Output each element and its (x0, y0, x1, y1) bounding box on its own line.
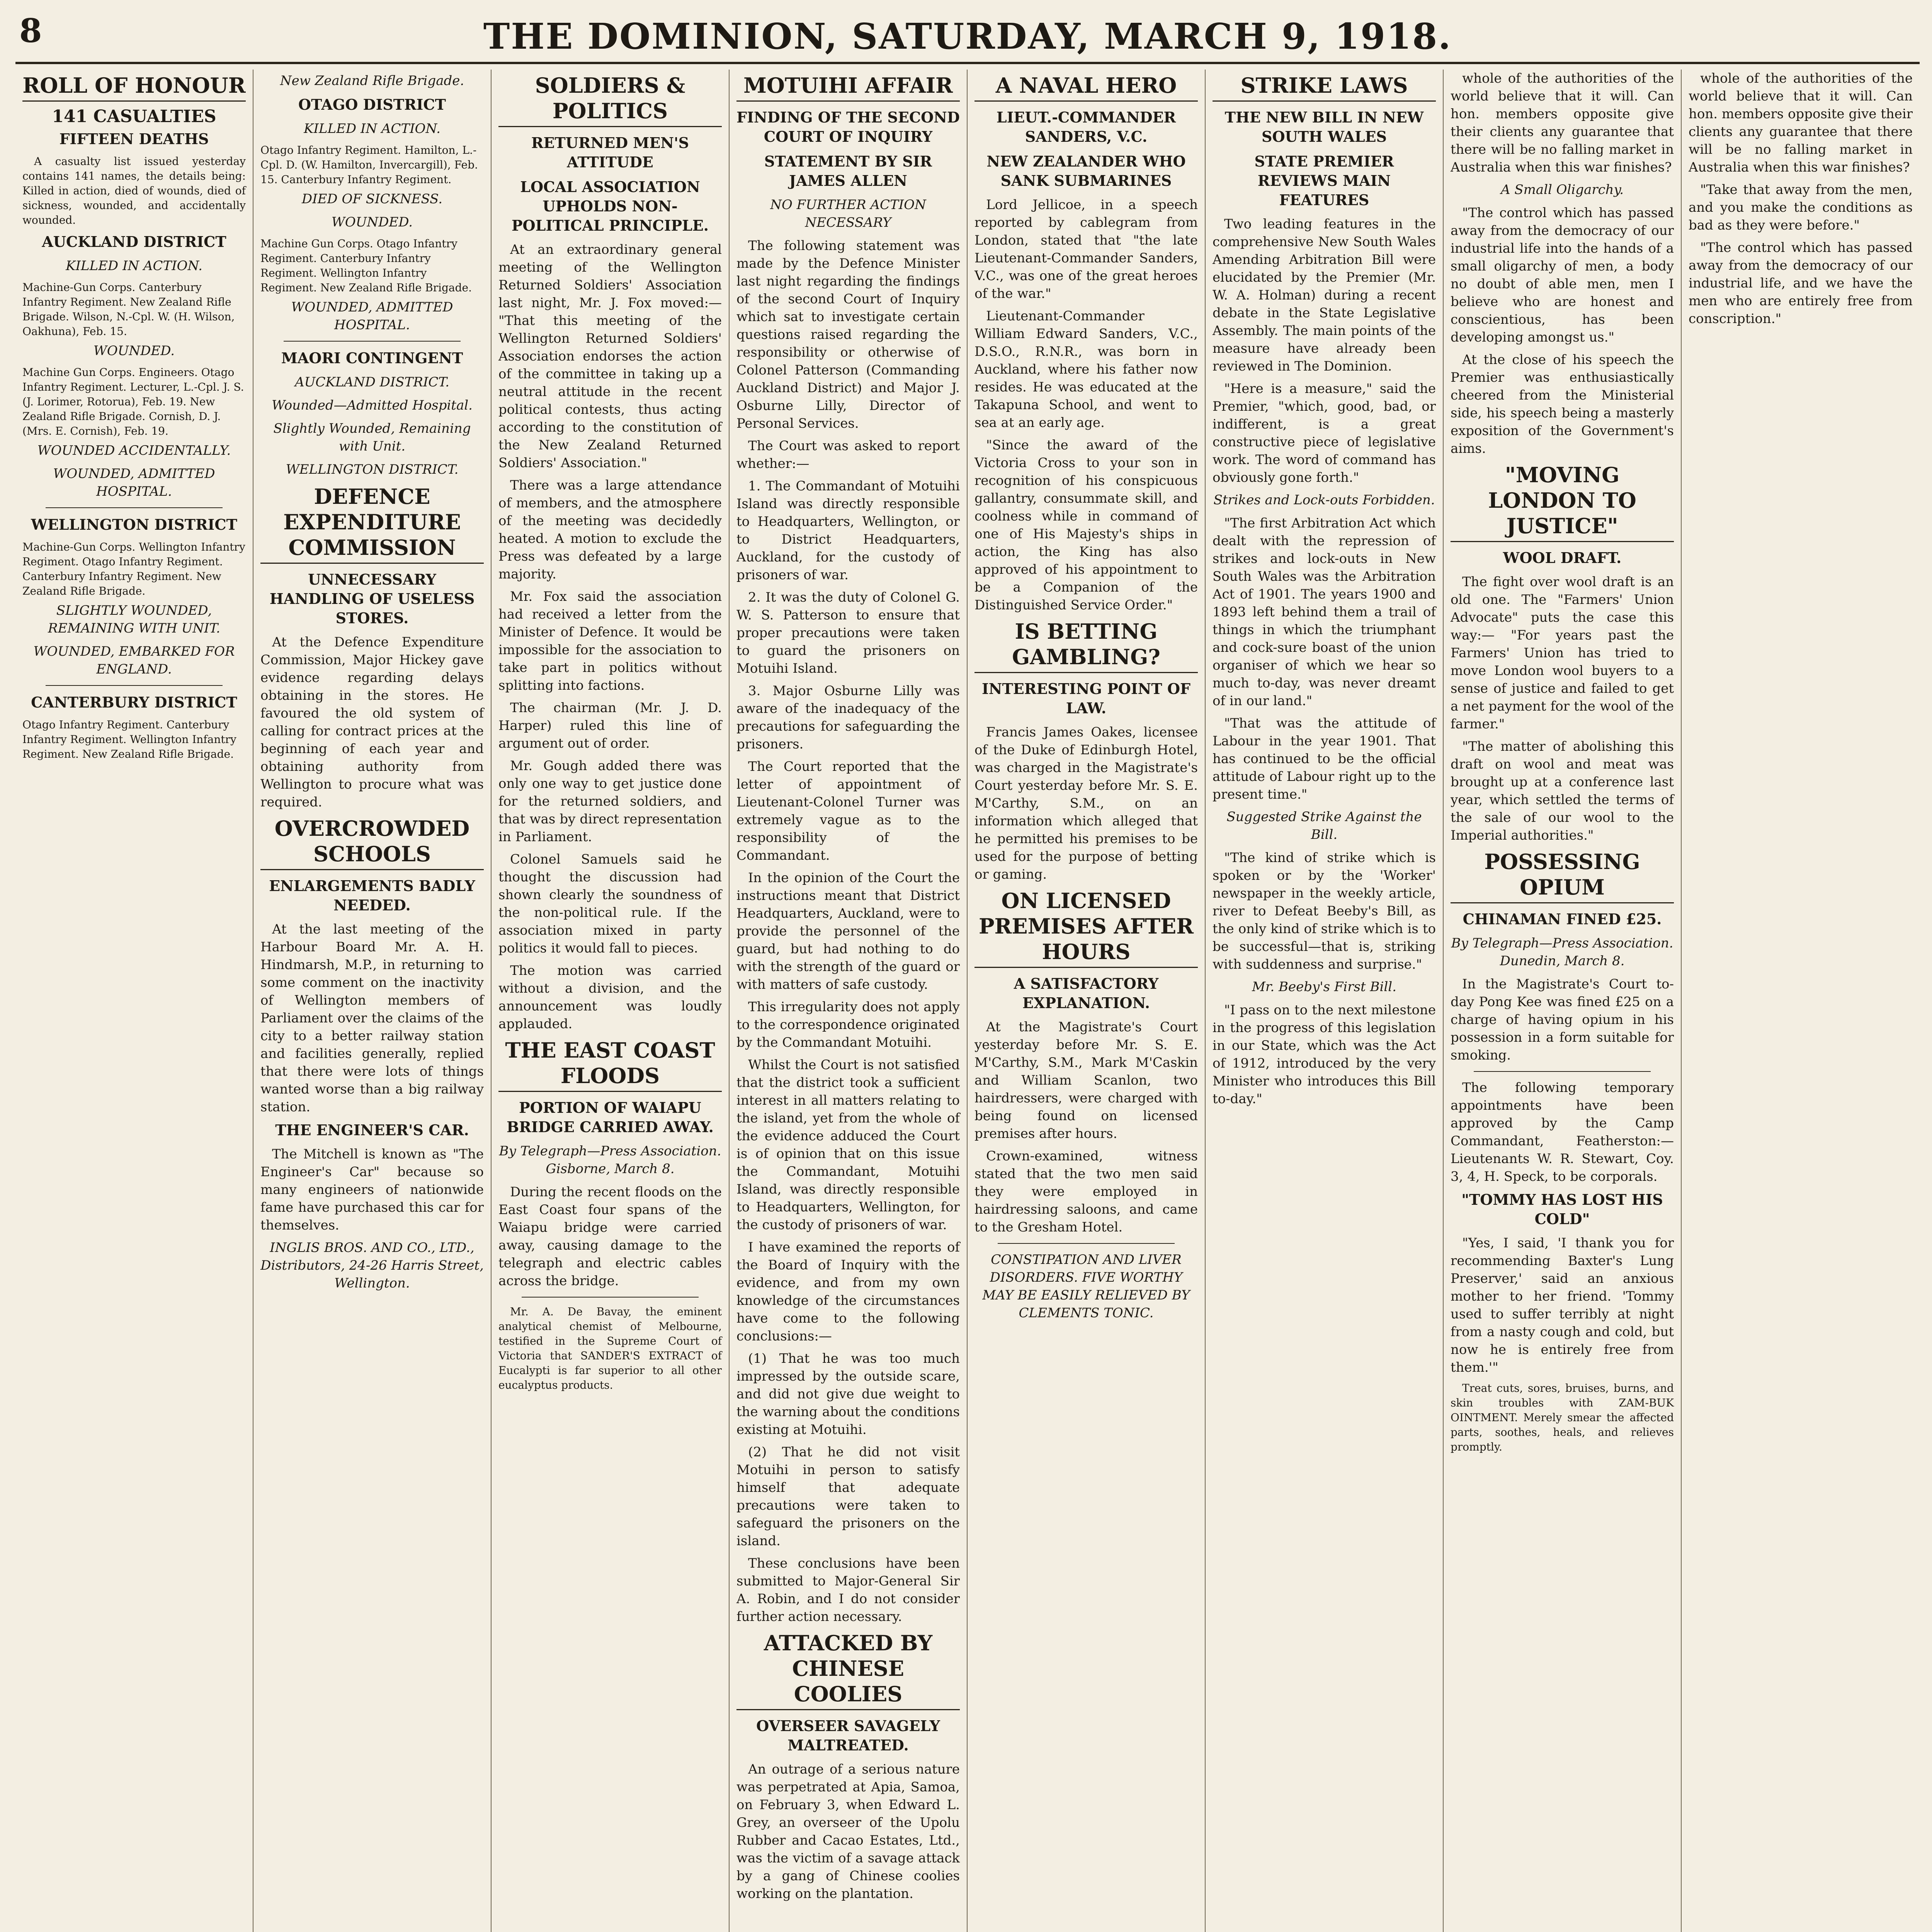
article-body: Two leading features in the comprehensive New South Wales Amending Arbitration Bill were elucidated by the Premier (Mr. W. A. Holman) during a recent debate in the State Legislative Assembly. The main points of the measure have already been reviewed in The Dominion. (1213, 216, 1436, 374)
article-body: This irregularity does not apply to the correspondence originated by the Commandant Motuihi. (736, 999, 960, 1050)
article-body: (1) That he was too much impressed by the outside scare, and did not give due weight to the warning about the conditions existing at Motuihi. (736, 1351, 960, 1437)
wounded-heading: WOUNDED. (331, 214, 413, 230)
article-body: I have examined the reports of the Board of Inquiry with the evidence, and from my own knowledge of the circumstances have come to the following conclusions:— (736, 1240, 960, 1344)
article-subheading: THE NEW BILL IN NEW SOUTH WALES (1225, 109, 1424, 145)
article-body: 2. It was the duty of Colonel G. W. S. Patterson to ensure that proper precautions were taken to guard the prisoners on Motuihi Island. (736, 590, 960, 676)
advert-signature: INGLIS BROS. AND CO., LTD., Distributors, 24-26 Harris Street, Wellington. (260, 1240, 484, 1291)
casualty-list: Machine Gun Corps. Engineers. Otago Infantry Regiment. Lecturer, L.-Cpl. J. S. (J. Lorimer, Rotorua), Feb. 19. New Zealand Rifle Brigade. Cornish, D. J. (Mrs. E. Cornish), Feb. 19. (22, 366, 244, 437)
opium-heading: POSSESSING OPIUM (1451, 849, 1674, 903)
article-body: "I pass on to the next milestone in the progress of this legislation in our State, which was the Act of 1912, introduced by the very Minister who introduces this Bill to-day." (1213, 1002, 1436, 1107)
maori-district-heading: AUCKLAND DISTRICT. (295, 374, 449, 390)
casualties-count: 141 CASUALTIES (52, 107, 216, 126)
canterbury-district-heading: CANTERBURY DISTRICT (31, 694, 237, 711)
article-body: "The control which has passed away from the democracy of our industrial life, and we have the men who are entirely free from conscription." (1689, 240, 1913, 327)
motuihi-heading: MOTUIHI AFFAIR (736, 73, 960, 102)
roll-of-honour-heading: ROLL OF HONOUR (22, 73, 246, 102)
article-subheading: NEW ZEALANDER WHO SANK SUBMARINES (986, 153, 1186, 189)
casualty-intro: A casualty list issued yesterday contains 141 names, the details being: Killed in action, died of wounds, died of sickness, wounded, and accidentally wounded. (22, 155, 246, 226)
article-body: 1. The Commandant of Motuihi Island was directly responsible to Headquarters, Wellington, or to District Headquarters, Auckland, for the custody of prisoners of war. (736, 478, 960, 583)
defence-subheading: UNNECESSARY HANDLING OF USELESS STORES. (269, 571, 475, 627)
article-body: whole of the authorities of the world believe that it will. Can hon. members opposite give their clients any guarantee that there will be no falling market in Australia when this war finishes? (1689, 71, 1913, 175)
advert-body: "Yes, I said, 'I thank you for recommending Baxter's Lung Preserver,' said an anxious mother to her friend. 'Tommy used to suffer terribly at night from a nasty cough and cold, but now he is entirely free from them.'" (1451, 1235, 1674, 1375)
article-body: Whilst the Court is not satisfied that the district took a sufficient interest in all matters relating to the island, yet from the whole of the evidence adduced the Court is of opinion that on this issue the Commandant, Motuihi Island, was directly responsible to Headquarters, Wellington, for the custody of prisoners of war. (736, 1057, 960, 1233)
article-body: During the recent floods on the East Coast four spans of the Waiapu bridge were carried away, causing damage to the telegraph and electric cables across the bridge. (498, 1184, 722, 1289)
column-otago-defence (253, 70, 492, 1932)
wellington-heading: WELLINGTON DISTRICT. (286, 462, 459, 477)
column-continuation (1682, 70, 1920, 1932)
sickness-heading: DIED OF SICKNESS. (301, 191, 443, 207)
opium-dateline: By Telegraph—Press Association. Dunedin, March 8. (1451, 935, 1673, 969)
accidental-heading: WOUNDED ACCIDENTALLY. (37, 443, 231, 458)
floods-dateline: By Telegraph—Press Association. Gisborne, March 8. (499, 1143, 721, 1177)
section-subheading: Strikes and Lock-outs Forbidden. (1213, 492, 1435, 508)
article-body: "Here is a measure," said the Premier, "which, good, bad, or indifferent, is a great constructive piece of legislative work. The word of command has obviously gone forth." (1213, 381, 1436, 485)
tommy-heading: "TOMMY HAS LOST HIS COLD" (1461, 1191, 1663, 1228)
masthead (15, 8, 1920, 64)
casualty-list: Machine-Gun Corps. Wellington Infantry Regiment. Otago Infantry Regiment. Canterbury Infantry Regiment. New Zealand Rifle Brigade. (22, 541, 245, 597)
embarked-heading: WOUNDED, EMBARKED FOR ENGLAND. (33, 644, 235, 677)
advert-heading: CONSTIPATION AND LIVER DISORDERS. FIVE WORTHY MAY BE EASILY RELIEVED BY CLEMENTS TONIC. (982, 1252, 1190, 1321)
licensed-subheading: A SATISFACTORY EXPLANATION. (1014, 975, 1159, 1012)
advert-body: Treat cuts, sores, bruises, burns, and skin troubles with ZAM-BUK OINTMENT. Merely smear the affected parts, soothes, heals, and relieves promptly. (1451, 1382, 1674, 1453)
chinese-subheading: OVERSEER SAVAGELY MALTREATED. (756, 1717, 940, 1754)
article-body: "Take that away from the men, and you make the conditions as bad as they were before." (1689, 182, 1913, 233)
column-strike-laws (1206, 70, 1444, 1932)
article-body: In the opinion of the Court the instructions meant that District Headquarters, Auckland, were to provide the personnel of the guard, but had nothing to do with the strength of the guard or with matters of safe custody. (736, 870, 960, 992)
article-body: "The kind of strike which is spoken or by the 'Worker' newspaper in the weekly article, river to Defeat Beeby's Bill, as the only kind of strike which is to be successful—that is, striking with suddenness and surprise." (1213, 850, 1436, 972)
wellington-district-heading: WELLINGTON DISTRICT (31, 516, 237, 533)
article-body: At the Magistrate's Court yesterday before Mr. S. E. M'Carthy, S.M., Mark M'Caskin and William Scanlon, two hairdressers, were charged with being found on licensed premises after hours. (975, 1019, 1198, 1141)
casualty-list: Otago Infantry Regiment. Canterbury Infantry Regiment. Wellington Infantry Regiment. New Zealand Rifle Brigade. (22, 718, 236, 760)
article-body: "The matter of abolishing this draft on wool and meat was brought up at a conference last year, which settled the terms of the sale of our wool to the Imperial authorities." (1451, 739, 1674, 843)
london-subheading: WOOL DRAFT. (1503, 549, 1622, 566)
article-body: The chairman (Mr. J. D. Harper) ruled this line of argument out of order. (498, 700, 722, 751)
london-heading: "MOVING LONDON TO JUSTICE" (1451, 462, 1674, 542)
floods-subheading: PORTION OF WAIAPU BRIDGE CARRIED AWAY. (507, 1099, 714, 1136)
article-body: Colonel Samuels said he thought the discussion had shown clearly the soundness of the non-political rule. If the association mixed in party politics it would fall to pieces. (498, 852, 722, 956)
section-subheading: Mr. Beeby's First Bill. (1252, 979, 1396, 995)
admitted-heading: WOUNDED, ADMITTED HOSPITAL. (291, 299, 453, 333)
naval-hero-heading: A NAVAL HERO (975, 73, 1198, 102)
column-naval-hero (968, 70, 1206, 1932)
accident-heading: Wounded—Admitted Hospital. (272, 398, 473, 413)
newspaper-title: THE DOMINION, SATURDAY, MARCH 9, 1918. (483, 15, 1452, 57)
article-body: The following statement was made by the Defence Minister last night regarding the findings of the second Court of Inquiry which sat to investigate certain questions raised regarding the responsibility or otherwise of Colonel Patterson (Commanding Auckland District) and Major J. Osburne Lilly, Director of Personal Services. (736, 238, 960, 431)
article-body: 3. Major Osburne Lilly was aware of the inadequacy of the precautions for safeguarding the prisoners. (736, 683, 960, 752)
maori-contingent-heading: MAORI CONTINGENT (281, 349, 463, 367)
article-body: (2) That he did not visit Motuihi in person to satisfy himself that adequate precautions were taken to safeguard the prisoners on the island. (736, 1444, 960, 1549)
article-body: whole of the authorities of the world believe that it will. Can hon. members opposite give their clients any guarantee that there will be no falling market in Australia when this war finishes? (1451, 71, 1674, 175)
article-body: These conclusions have been submitted to Major-General Sir A. Robin, and I do not consider further action necessary. (736, 1556, 960, 1624)
article-body: "That was the attitude of Labour in the year 1901. That has continued to be the official attitude of Labour right up to the present time." (1213, 716, 1436, 802)
section-subheading: Suggested Strike Against the Bill. (1226, 809, 1422, 842)
section-subheading: A Small Oligarchy. (1500, 182, 1624, 197)
article-subheading: LIEUT.-COMMANDER SANDERS, V.C. (996, 109, 1176, 145)
article-body: The Court was asked to report whether:— (736, 438, 960, 471)
advert-body: Mr. A. De Bavay, the eminent analytical chemist of Melbourne, testified in the Supreme Court of Victoria that SANDER'S EXTRACT of Eucalypti is far superior to all other eucalyptus products. (498, 1305, 722, 1391)
otago-district-heading: OTAGO DISTRICT (298, 96, 446, 113)
article-body: At the last meeting of the Harbour Board Mr. A. H. Hindmarsh, M.P., in returning to some comment on the inactivity of Wellington members of Parliament over the claims of the city to a better railway station and facilities generally, replied that there were lots of things wanted worse than a big railway station. (260, 922, 484, 1115)
article-body: "The first Arbitration Act which dealt with the repression of strikes and lock-outs in New South Wales was the Arbitration Act of 1901. The years 1900 and 1893 left behind them a trail of things in which the triumphant and cock-sure boast of the union organiser of which we hear so much to-day, was never dreamt of in our land." (1213, 515, 1436, 709)
article-body: There was a large attendance of members, and the atmosphere of the meeting was decidedly heated. A motion to exclude the Press was defeated by a large majority. (498, 478, 722, 582)
article-body: At an extraordinary general meeting of the Wellington Returned Soldiers' Association last night, Mr. J. Fox moved:— "That this meeting of the Wellington Returned Soldiers' Association endorses the action of the committee in taking up a neutral attitude in the recent political contests, thus acting according to the constitution of the New Zealand Returned Soldiers' Association." (498, 242, 722, 471)
article-body: At the Defence Expenditure Commission, Major Hickey gave evidence regarding delays obtaining in the stores. He favoured the old system of calling for contract prices at the beginning of each year and obtaining authority from Wellington to procure what was required. (260, 634, 484, 810)
column-wool-opium (1444, 70, 1682, 1932)
article-body: Francis James Oakes, licensee of the Duke of Edinburgh Hotel, was charged in the Magistrate's Court yesterday before Mr. S. E. M'Carthy, S.M., on an information which alleged that he permitted his premises to be used for the purpose of betting or gaming. (975, 724, 1198, 882)
slightly-wounded-heading: SLIGHTLY WOUNDED, REMAINING WITH UNIT. (48, 603, 220, 636)
article-body: In the Magistrate's Court to-day Pong Kee was fined £25 on a charge of having opium in his possession in a form suitable for smoking. (1451, 976, 1674, 1063)
admitted-heading: WOUNDED, ADMITTED HOSPITAL. (53, 466, 215, 499)
soldiers-politics-heading: SOLDIERS & POLITICS (498, 73, 722, 127)
article-subheading: RETURNED MEN'S ATTITUDE (531, 134, 689, 171)
strike-laws-heading: STRIKE LAWS (1213, 73, 1436, 102)
engineer-heading: THE ENGINEER'S CAR. (275, 1121, 469, 1139)
slightly-heading: Slightly Wounded, Remaining with Unit. (273, 421, 471, 454)
article-body: The following temporary appointments have been approved by the Camp Commandant, Featherston:—Lieutenants W. R. Stewart, Coy. 3, 4, H. Speck, to be corporals. (1451, 1080, 1674, 1184)
rifle-brigade-heading: New Zealand Rifle Brigade. (280, 73, 464, 88)
article-subheading: FINDING OF THE SECOND COURT OF INQUIRY (736, 109, 960, 145)
column-roll-of-honour (15, 70, 253, 1932)
article-subheading: LOCAL ASSOCIATION UPHOLDS NON-POLITICAL PRINCIPLE. (511, 178, 709, 234)
casualty-list: Machine Gun Corps. Otago Infantry Regiment. Canterbury Infantry Regiment. Wellington Infantry Regiment. New Zealand Rifle Brigade. (260, 237, 472, 294)
gambling-heading: IS BETTING GAMBLING? (975, 619, 1198, 673)
deaths-heading: FIFTEEN DEATHS (59, 130, 209, 148)
article-body: Mr. Gough added there was only one way to get justice done for the returned soldiers, and that was by direct representation in Parliament. (498, 758, 722, 845)
article-body: "The control which has passed away from the democracy of our industrial life into the hands of a small oligarchy of men, a body no doubt of able men, men I believe who are honest and conscientious, has been developing amongst us." (1451, 205, 1674, 345)
article-subheading: NO FURTHER ACTION NECESSARY (770, 197, 926, 230)
article-body: At the close of his speech the Premier was enthusiastically cheered from the Ministerial side, his speech being a masterly exposition of the Government's aims. (1451, 352, 1674, 456)
article-body: The Court reported that the letter of appointment of Lieutenant-Colonel Turner was extremely vague as to the responsibility of the Commandant. (736, 759, 960, 863)
article-body: An outrage of a serious nature was perpetrated at Apia, Samoa, on February 3, when Edward L. Grey, an overseer of the Upolu Rubber and Cacao Estates, Ltd., was the victim of a savage attack by a gang of Chinese coolies working on the plantation. (736, 1762, 960, 1901)
killed-heading: KILLED IN ACTION. (304, 121, 440, 136)
article-body: Lord Jellicoe, in a speech reported by cablegram from London, stated that "the late Lieutenant-Commander Sanders, V.C., was one of the great heroes of the war." (975, 197, 1198, 301)
article-body: "Since the award of the Victoria Cross to your son in recognition of his conspicuous gallantry, consummate skill, and coolness while in command of one of His Majesty's ships in action, the King has also approved of his appointment to be a Companion of the Distinguished Service Order." (975, 437, 1198, 613)
schools-heading: OVERCROWDED SCHOOLS (260, 816, 484, 870)
licensed-heading: ON LICENSED PREMISES AFTER HOURS (975, 888, 1198, 968)
page-number: 8 (19, 12, 42, 50)
article-body: Lieutenant-Commander William Edward Sanders, V.C., D.S.O., R.N.R., was born in Auckland, where his father now resides. He was educated at the Takapuna School, and went to sea at an early age. (975, 308, 1198, 430)
chinese-heading: ATTACKED BY CHINESE COOLIES (736, 1630, 960, 1710)
opium-subheading: CHINAMAN FINED £25. (1463, 910, 1662, 928)
gambling-subheading: INTERESTING POINT OF LAW. (982, 680, 1190, 717)
article-subheading: STATE PREMIER REVIEWS MAIN FEATURES (1254, 153, 1394, 209)
auckland-district-heading: AUCKLAND DISTRICT (42, 233, 226, 250)
casualty-list: Otago Infantry Regiment. Hamilton, L.-Cpl. D. (W. Hamilton, Invercargill), Feb. 15. Canterbury Infantry Regiment. (260, 144, 478, 186)
wounded-heading: WOUNDED. (93, 343, 175, 359)
defence-heading: DEFENCE EXPENDITURE COMMISSION (260, 484, 484, 564)
advert-body: The Mitchell is known as "The Engineer's Car" because so many engineers of nationwide fame have purchased this car for themselves. (260, 1146, 484, 1233)
article-body: Mr. Fox said the association had received a letter from the Minister of Defence. It would be impossible for the association to take part in politics without splitting into factions. (498, 589, 722, 693)
killed-heading: KILLED IN ACTION. (66, 258, 202, 274)
floods-heading: THE EAST COAST FLOODS (498, 1037, 722, 1092)
column-motuihi-affair (730, 70, 968, 1932)
article-body: Crown-examined, witness stated that the two men said they were employed in hairdressing saloons, and came to the Gresham Hotel. (975, 1148, 1198, 1235)
article-body: The fight over wool draft is an old one. The "Farmers' Union Advocate" puts the case this way:— "For years past the Farmers' Union has tried to move London wool buyers to a sense of justice and failed to get a net payment for the wool of the farmer." (1451, 574, 1674, 732)
article-subheading: STATEMENT BY SIR JAMES ALLEN (764, 153, 932, 189)
newspaper-columns (15, 70, 1920, 1932)
casualty-list: Machine-Gun Corps. Canterbury Infantry Regiment. New Zealand Rifle Brigade. Wilson, N.-Cpl. W. (H. Wilson, Oakhuna), Feb. 15. (22, 281, 235, 338)
column-soldiers-politics (492, 70, 730, 1932)
article-body: The motion was carried without a division, and the announcement was loudly applauded. (498, 963, 722, 1032)
schools-subheading: ENLARGEMENTS BADLY NEEDED. (269, 877, 475, 914)
